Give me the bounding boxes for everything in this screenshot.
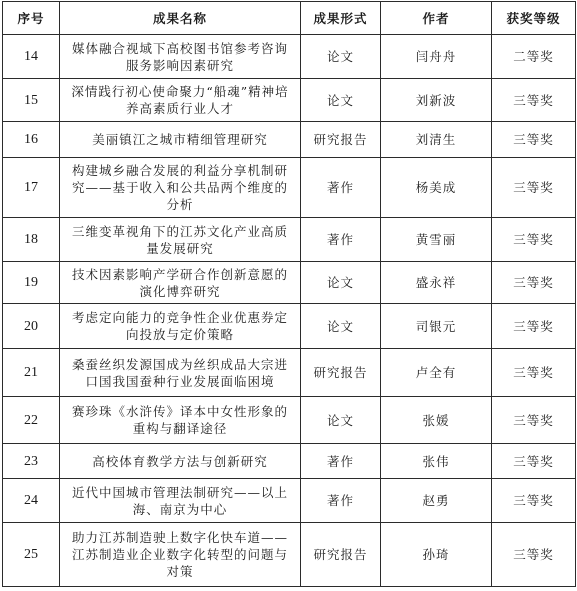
row-grade: 三等奖 (492, 262, 576, 304)
table-row (3, 349, 576, 397)
row-title: 助力江苏制造驶上数字化快车道——江苏制造业企业数字化转型的问题与对策 (60, 523, 301, 587)
row-num: 23 (3, 444, 60, 479)
row-form: 著作 (301, 444, 381, 479)
row-title: 考虑定向能力的竞争性企业优惠券定向投放与定价策略 (60, 304, 301, 349)
row-author: 张伟 (381, 444, 492, 479)
row-form: 论文 (301, 304, 381, 349)
table-row (3, 479, 576, 523)
row-form: 研究报告 (301, 349, 381, 397)
row-grade: 二等奖 (492, 35, 576, 79)
row-form: 论文 (301, 35, 381, 79)
row-author: 盛永祥 (381, 262, 492, 304)
row-author: 刘清生 (381, 122, 492, 158)
table-row (3, 158, 576, 218)
row-num: 21 (3, 349, 60, 397)
row-num: 18 (3, 218, 60, 262)
row-author: 卢全有 (381, 349, 492, 397)
row-grade: 三等奖 (492, 479, 576, 523)
row-author: 赵勇 (381, 479, 492, 523)
row-title: 美丽镇江之城市精细管理研究 (60, 122, 301, 158)
row-num: 19 (3, 262, 60, 304)
row-num: 14 (3, 35, 60, 79)
row-title: 三维变革视角下的江苏文化产业高质量发展研究 (60, 218, 301, 262)
table-row (3, 35, 576, 79)
row-grade: 三等奖 (492, 397, 576, 444)
row-form: 论文 (301, 397, 381, 444)
header-num: 序号 (3, 2, 60, 35)
table-row (3, 79, 576, 122)
row-grade: 三等奖 (492, 444, 576, 479)
row-title: 媒体融合视域下高校图书馆参考咨询服务影响因素研究 (60, 35, 301, 79)
row-form: 研究报告 (301, 122, 381, 158)
awards-table (2, 1, 576, 587)
row-form: 研究报告 (301, 523, 381, 587)
header-title: 成果名称 (60, 2, 301, 35)
header-form: 成果形式 (301, 2, 381, 35)
header-grade: 获奖等级 (492, 2, 576, 35)
row-num: 22 (3, 397, 60, 444)
row-author: 孙琦 (381, 523, 492, 587)
table-row (3, 218, 576, 262)
row-title: 近代中国城市管理法制研究——以上海、南京为中心 (60, 479, 301, 523)
row-form: 著作 (301, 158, 381, 218)
table-row (3, 397, 576, 444)
row-num: 16 (3, 122, 60, 158)
row-title: 高校体育教学方法与创新研究 (60, 444, 301, 479)
row-form: 著作 (301, 479, 381, 523)
row-author: 闫舟舟 (381, 35, 492, 79)
row-author: 司银元 (381, 304, 492, 349)
table-row (3, 262, 576, 304)
row-num: 17 (3, 158, 60, 218)
row-author: 刘新波 (381, 79, 492, 122)
table-row (3, 122, 576, 158)
row-title: 构建城乡融合发展的利益分享机制研究——基于收入和公共品两个维度的分析 (60, 158, 301, 218)
row-author: 杨美成 (381, 158, 492, 218)
header-author: 作者 (381, 2, 492, 35)
row-title: 桑蚕丝织发源国成为丝织成品大宗进口国我国蚕种行业发展面临困境 (60, 349, 301, 397)
row-title: 赛珍珠《水浒传》译本中女性形象的重构与翻译途径 (60, 397, 301, 444)
row-title: 技术因素影响产学研合作创新意愿的演化博弈研究 (60, 262, 301, 304)
row-form: 著作 (301, 218, 381, 262)
row-title: 深情践行初心使命聚力“船魂”精神培养高素质行业人才 (60, 79, 301, 122)
row-author: 张媛 (381, 397, 492, 444)
row-form: 论文 (301, 262, 381, 304)
table-header-row (3, 2, 576, 35)
table-row (3, 444, 576, 479)
row-grade: 三等奖 (492, 349, 576, 397)
row-grade: 三等奖 (492, 523, 576, 587)
row-num: 25 (3, 523, 60, 587)
row-num: 24 (3, 479, 60, 523)
row-grade: 三等奖 (492, 218, 576, 262)
row-form: 论文 (301, 79, 381, 122)
table-row (3, 523, 576, 587)
row-grade: 三等奖 (492, 158, 576, 218)
row-grade: 三等奖 (492, 122, 576, 158)
row-num: 20 (3, 304, 60, 349)
table-row (3, 304, 576, 349)
row-author: 黄雪丽 (381, 218, 492, 262)
row-num: 15 (3, 79, 60, 122)
row-grade: 三等奖 (492, 79, 576, 122)
row-grade: 三等奖 (492, 304, 576, 349)
